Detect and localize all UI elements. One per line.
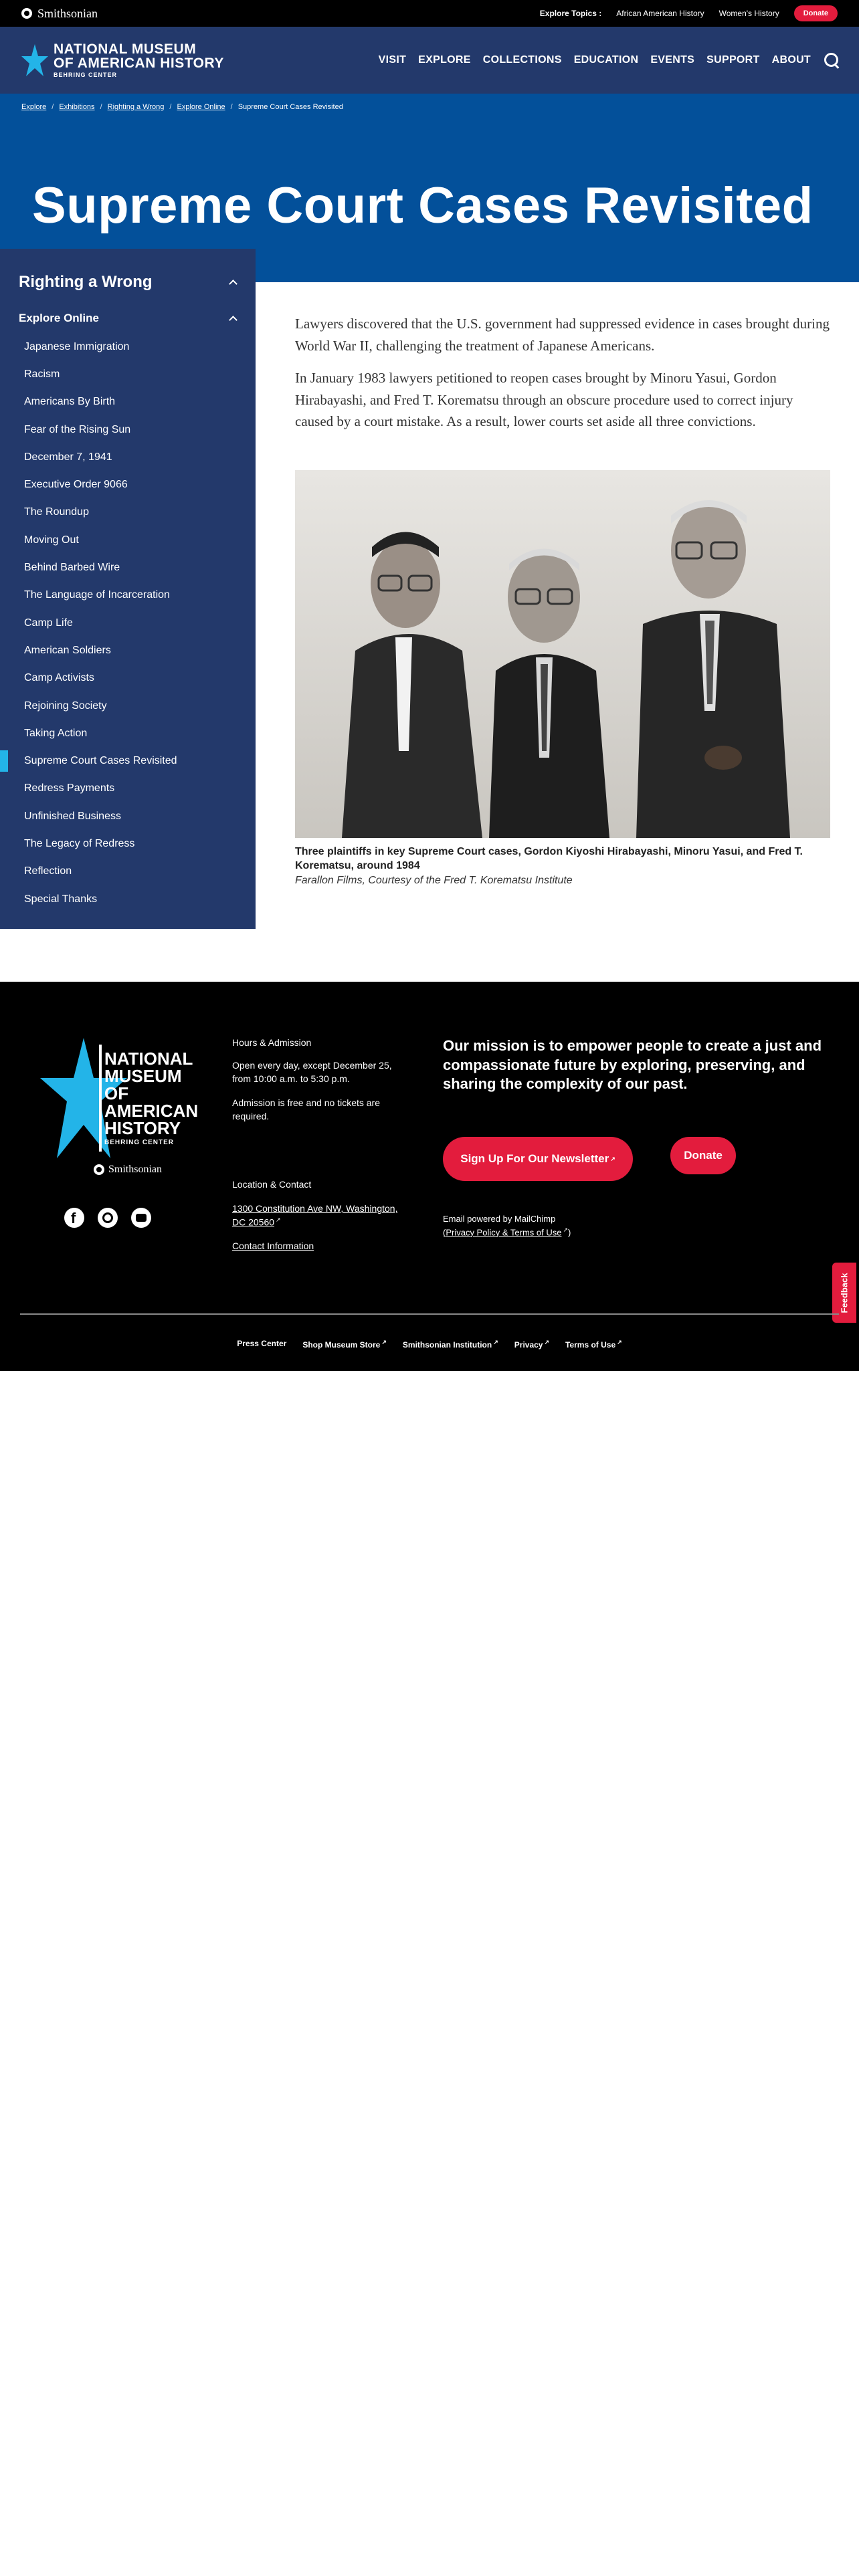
- mission-statement: Our mission is to empower people to create a just and compassionate future by exploring, preserving, and sharing the complexity of our past.: [443, 1037, 822, 1093]
- sidebar-item[interactable]: Camp Life: [24, 617, 73, 629]
- photo-caption: [295, 845, 830, 888]
- breadcrumb-separator: /: [100, 103, 102, 111]
- sidebar-item[interactable]: Redress Payments: [24, 782, 115, 794]
- sidebar-item[interactable]: Behind Barbed Wire: [24, 562, 120, 574]
- external-link-icon: ↗: [276, 1216, 281, 1223]
- chevron-up-icon[interactable]: [229, 314, 237, 322]
- feedback-label: Feedback: [839, 1273, 850, 1313]
- nav-education[interactable]: EDUCATION: [573, 54, 639, 66]
- footer-smithsonian[interactable]: [94, 1164, 162, 1176]
- search-icon[interactable]: [823, 51, 840, 69]
- footer-logo-line: OF: [104, 1083, 129, 1103]
- topic-african-american-history[interactable]: African American History: [616, 9, 704, 18]
- nav-events[interactable]: EVENTS: [650, 54, 695, 66]
- sidebar-item[interactable]: The Legacy of Redress: [24, 837, 135, 849]
- location-title: Location & Contact: [232, 1179, 312, 1190]
- instagram-icon[interactable]: [98, 1208, 118, 1228]
- footer-links: [0, 1339, 859, 1350]
- smithsonian-sun-icon: [21, 8, 32, 19]
- breadcrumb-righting-a-wrong[interactable]: Righting a Wrong: [107, 103, 165, 111]
- body-paragraph: In January 1983 lawyers petitioned to reopen cases brought by Minoru Yasui, Gordon Hirabayashi, and Fred T. Korematsu through an obscure procedure used to correct injury caused by a court mistake. As a result, lower courts set aside all three convictions.: [295, 370, 793, 430]
- newsletter-label: Sign Up For Our Newsletter: [460, 1152, 609, 1165]
- hours-title: Hours & Admission: [232, 1037, 312, 1048]
- footer-link-label: Privacy: [514, 1340, 543, 1350]
- sidebar-item[interactable]: Rejoining Society: [24, 700, 107, 712]
- sidebar-subtitle-row[interactable]: [0, 312, 256, 325]
- nav-collections[interactable]: COLLECTIONS: [482, 54, 562, 66]
- breadcrumb-separator: /: [52, 103, 54, 111]
- logo-line-2: OF AMERICAN HISTORY: [54, 56, 224, 71]
- sidebar-item[interactable]: Reflection: [24, 865, 72, 877]
- sidebar-item[interactable]: American Soldiers: [24, 644, 111, 656]
- sidebar-item[interactable]: December 7, 1941: [24, 451, 112, 463]
- sidebar-item[interactable]: The Roundup: [24, 506, 89, 518]
- footer-link-privacy[interactable]: [514, 1339, 549, 1350]
- sidebar-item[interactable]: Taking Action: [24, 727, 88, 739]
- sidebar-item[interactable]: Supreme Court Cases Revisited: [0, 747, 256, 774]
- smithsonian-link[interactable]: [21, 7, 98, 21]
- footer-link-smithsonian[interactable]: [403, 1339, 498, 1350]
- nav-visit[interactable]: VISIT: [378, 54, 407, 66]
- footer-divider: [20, 1313, 839, 1315]
- footer-logo-line: AMERICAN: [104, 1101, 199, 1121]
- chevron-up-icon[interactable]: [229, 278, 237, 286]
- mailchimp-info: [443, 1213, 571, 1239]
- star-logo-icon: [21, 44, 48, 76]
- external-link-icon: ↗: [617, 1339, 622, 1346]
- site-header: [0, 27, 859, 94]
- footer-logo-line: MUSEUM: [104, 1066, 182, 1086]
- sidebar-item[interactable]: Americans By Birth: [24, 396, 116, 408]
- breadcrumb-explore-online[interactable]: Explore Online: [177, 103, 225, 111]
- site-footer: [0, 982, 859, 1371]
- logo-line-1: NATIONAL MUSEUM: [54, 41, 197, 57]
- top-donate-button[interactable]: Donate: [794, 5, 838, 21]
- plaintiffs-photo: [295, 470, 830, 838]
- external-link-icon: ↗: [544, 1339, 550, 1346]
- external-link-icon: ↗: [563, 1226, 569, 1233]
- footer-logo-line: BEHRING CENTER: [104, 1139, 175, 1146]
- footer-link-press-center[interactable]: [237, 1339, 286, 1350]
- external-link-icon: ↗: [381, 1339, 387, 1346]
- content-area: [0, 273, 859, 982]
- sidebar-item[interactable]: Special Thanks: [24, 893, 98, 905]
- sidebar-title-row[interactable]: [0, 273, 256, 292]
- external-link-icon: ↗: [493, 1339, 498, 1346]
- sidebar-title: Righting a Wrong: [19, 273, 153, 291]
- sidebar-item[interactable]: The Language of Incarceration: [24, 589, 170, 601]
- nmah-logo[interactable]: [21, 42, 224, 78]
- newsletter-button[interactable]: [443, 1137, 633, 1181]
- breadcrumb-separator: /: [230, 103, 233, 111]
- footer-link-label: Terms of Use: [565, 1340, 616, 1350]
- explore-topics: [540, 5, 838, 21]
- facebook-icon[interactable]: [64, 1208, 84, 1228]
- sidebar-item[interactable]: Moving Out: [24, 534, 79, 546]
- contact-link[interactable]: Contact Information: [232, 1241, 314, 1251]
- nav-support[interactable]: SUPPORT: [706, 54, 760, 66]
- breadcrumb-explore[interactable]: Explore: [21, 103, 47, 111]
- footer-link-label: Shop Museum Store: [302, 1340, 381, 1350]
- footer-logo-line: NATIONAL: [104, 1049, 193, 1069]
- footer-logo-line: HISTORY: [104, 1118, 181, 1138]
- address-link-wrap: [232, 1202, 406, 1229]
- footer-link-terms[interactable]: [565, 1339, 622, 1350]
- explore-topics-label: Explore Topics :: [539, 9, 602, 18]
- footer-link-label: Press Center: [237, 1339, 287, 1348]
- footer-donate-button[interactable]: Donate: [670, 1137, 736, 1174]
- privacy-terms-close: ): [568, 1227, 571, 1238]
- page-title: Supreme Court Cases Revisited: [32, 177, 814, 234]
- hours-text: Open every day, except December 25, from 10:00 a.m. to 5:30 p.m.: [232, 1060, 392, 1084]
- sidebar-item[interactable]: Unfinished Business: [24, 810, 121, 822]
- footer-link-label: Smithsonian Institution: [402, 1340, 492, 1350]
- footer-logo[interactable]: [20, 1038, 214, 1158]
- sidebar-item[interactable]: Executive Order 9066: [24, 479, 128, 491]
- sidebar-item[interactable]: Camp Activists: [24, 672, 94, 684]
- sidebar-item[interactable]: Japanese Immigration: [24, 340, 130, 352]
- smithsonian-label: Smithsonian: [37, 6, 98, 20]
- sidebar-item[interactable]: Racism: [24, 368, 60, 380]
- smithsonian-sun-icon: [94, 1164, 104, 1175]
- privacy-terms-link[interactable]: (Privacy Policy & Terms of Use: [443, 1227, 562, 1238]
- logo-line-3: BEHRING CENTER: [54, 72, 118, 78]
- photo-illustration: [295, 470, 830, 838]
- breadcrumb-current: Supreme Court Cases Revisited: [237, 103, 343, 111]
- breadcrumb-exhibitions[interactable]: Exhibitions: [59, 103, 95, 111]
- intro-paragraph: Lawyers discovered that the U.S. government had suppressed evidence in cases brought during World War II, challenging the treatment of Japanese Americans.: [295, 316, 830, 354]
- youtube-icon[interactable]: [131, 1208, 151, 1228]
- breadcrumb: [21, 103, 838, 111]
- footer-smithsonian-label: Smithsonian: [108, 1164, 163, 1175]
- breadcrumb-separator: /: [169, 103, 172, 111]
- main-content: [295, 313, 830, 888]
- nav-about[interactable]: ABOUT: [771, 54, 811, 66]
- section-sidebar: [0, 249, 256, 929]
- sidebar-subtitle: Explore Online: [19, 312, 99, 324]
- sidebar-list: [0, 333, 256, 913]
- caption-text: Three plaintiffs in key Supreme Court cases, Gordon Kiyoshi Hirabayashi, Minoru Yasui, and Fred T. Korematsu, around 1984: [295, 845, 803, 872]
- nav-explore[interactable]: EXPLORE: [418, 54, 471, 66]
- sidebar-item[interactable]: Fear of the Rising Sun: [24, 423, 131, 435]
- admission-text: Admission is free and no tickets are required.: [232, 1097, 380, 1121]
- contact-wrap: [232, 1240, 314, 1253]
- footer-link-shop[interactable]: [302, 1339, 387, 1350]
- mailchimp-text: Email powered by MailChimp: [443, 1214, 556, 1224]
- main-nav: [379, 51, 840, 69]
- topic-womens-history[interactable]: Women's History: [719, 9, 779, 18]
- address-link[interactable]: 1300 Constitution Ave NW, Washington, DC 20560: [232, 1203, 398, 1228]
- utility-bar: [0, 0, 859, 27]
- social-links: [64, 1208, 151, 1228]
- external-link-icon: ↗: [610, 1155, 615, 1162]
- photo-credit: Farallon Films, Courtesy of the Fred T. Korematsu Institute: [295, 874, 573, 886]
